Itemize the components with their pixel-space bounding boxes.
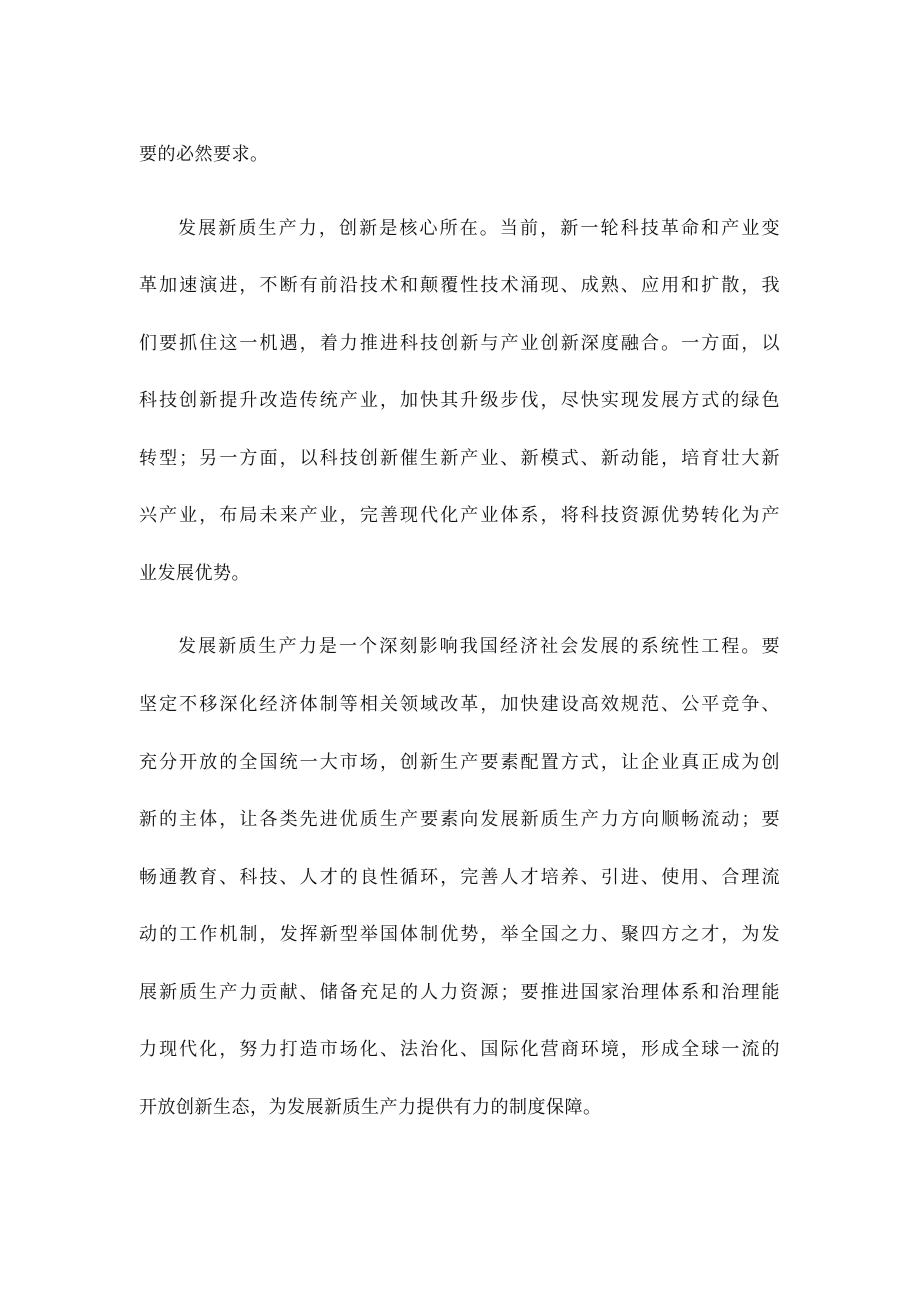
text-line: 业发展优势。 — [139, 563, 250, 584]
text-line: 新的主体，让各类先进优质生产要素向发展新质生产力方向顺畅流动；要 — [139, 809, 780, 830]
text-line: 发展新质生产力，创新是核心所在。当前，新一轮科技革命和产业变 — [178, 218, 780, 239]
text-line: 力现代化，努力打造市场化、法治化、国际化营商环境，形成全球一流的 — [139, 1039, 780, 1060]
text-line: 充分开放的全国统一大市场，创新生产要素配置方式，让企业真正成为创 — [139, 752, 780, 773]
text-line: 革加速演进，不断有前沿技术和颠覆性技术涌现、成熟、应用和扩散，我 — [139, 275, 780, 296]
text-line: 要的必然要求。 — [139, 144, 269, 165]
text-line: 展新质生产力贡献、储备充足的人力资源；要推进国家治理体系和治理能 — [139, 982, 780, 1003]
text-line: 开放创新生态，为发展新质生产力提供有力的制度保障。 — [139, 1097, 602, 1118]
text-line: 畅通教育、科技、人才的良性循环，完善人才培养、引进、使用、合理流 — [139, 867, 780, 888]
text-line: 兴产业，布局未来产业，完善现代化产业体系，将科技资源优势转化为产 — [139, 505, 780, 526]
text-line: 动的工作机制，发挥新型举国体制优势，举全国之力、聚四方之才，为发 — [139, 924, 780, 945]
text-line: 们要抓住这一机遇，着力推进科技创新与产业创新深度融合。一方面，以 — [139, 333, 780, 354]
text-line: 发展新质生产力是一个深刻影响我国经济社会发展的系统性工程。要 — [178, 636, 780, 657]
text-line: 科技创新提升改造传统产业，加快其升级步伐，尽快实现发展方式的绿色 — [139, 390, 780, 411]
text-line: 坚定不移深化经济体制等相关领域改革，加快建设高效规范、公平竞争、 — [139, 694, 780, 715]
text-line: 转型；另一方面，以科技创新催生新产业、新模式、新动能，培育壮大新 — [139, 448, 780, 469]
